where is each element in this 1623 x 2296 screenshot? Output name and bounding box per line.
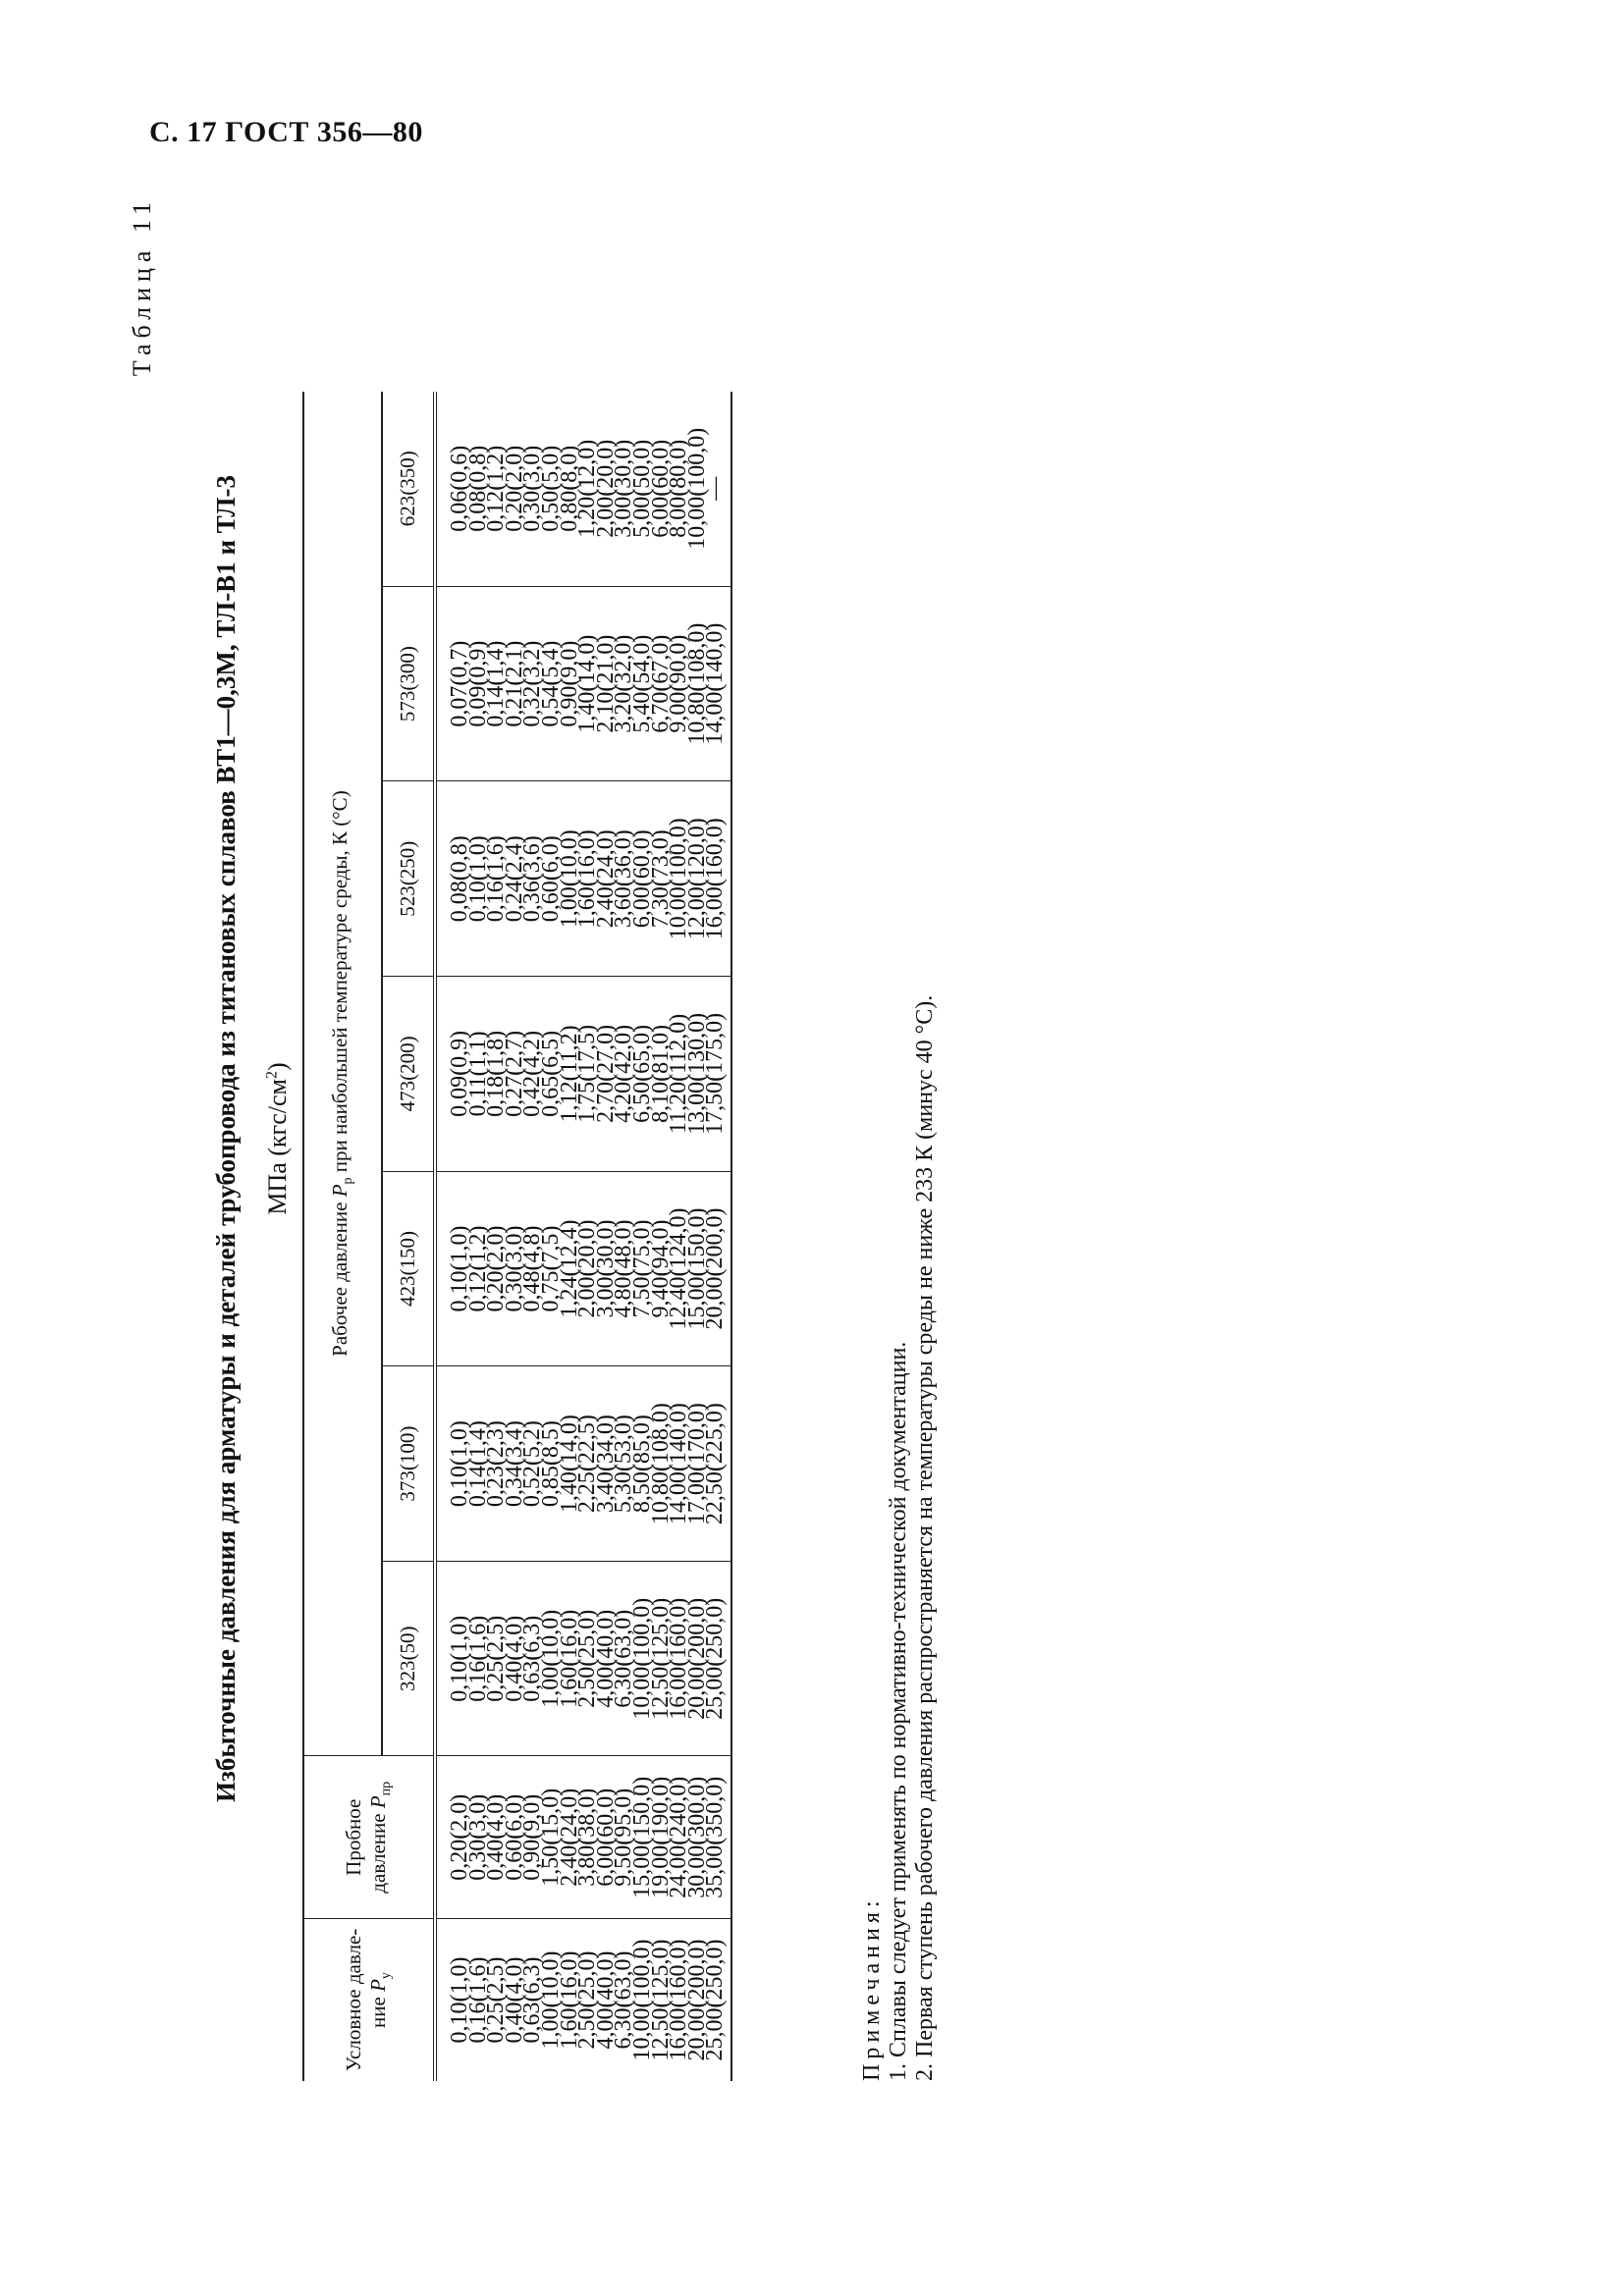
cell-value: 1,00(10,0): [537, 1950, 564, 2050]
cell-value: 15,00(150,0): [683, 1207, 710, 1330]
cell-value: 35,00(350,0): [702, 1776, 729, 1898]
cell-value: 1,12(11,2): [556, 1025, 582, 1123]
cell-value: 0,40(4,0): [483, 1793, 510, 1881]
cell-value: 1,50(15,0): [537, 1788, 564, 1887]
cell-value: 2,40(24,0): [556, 1788, 582, 1887]
cell-value: 10,80(108,0): [683, 622, 710, 745]
cell-value: 0,06(0,6): [447, 445, 472, 532]
column-523: [435, 781, 731, 977]
cell-value: 0,20(2,0): [483, 1225, 510, 1312]
cell-value: 12,00(120,0): [683, 818, 710, 940]
cell-value: 6,30(63,0): [611, 1609, 637, 1708]
cell-value: 0,14(1,4): [483, 640, 510, 727]
cell-value: 20,00(200,0): [702, 1207, 729, 1330]
cell-value: 7,50(75,0): [628, 1219, 655, 1318]
cell-value: 0,10(1,0): [447, 1615, 472, 1702]
table-title: Избыточные давления для арматуры и деталей трубопровода из титановых сплавов ВТ1—0,3М, ТЛ-В1 и ТЛ-3: [211, 474, 241, 1803]
cell-value: 6,50(65,0): [628, 1024, 655, 1123]
cell-value: 2,00(20,0): [592, 439, 619, 538]
cell-value: 0,11(1,1): [464, 1031, 491, 1117]
cell-value: 6,00(60,0): [647, 439, 674, 538]
cell-value: 0,90(9,0): [556, 640, 582, 727]
cell-value: 5,30(53,0): [611, 1415, 637, 1514]
cell-value: 0,36(3,6): [519, 835, 546, 923]
cell-value: 8,10(81,0): [647, 1024, 674, 1123]
cell-value: 19,00(190,0): [647, 1776, 674, 1898]
cell-value: 0,24(2,4): [501, 835, 527, 923]
cell-value: 15,00(150,0): [628, 1776, 655, 1898]
temp-header-373: 373(100): [382, 1366, 435, 1562]
cell-value: 25,00(250,0): [702, 1597, 729, 1720]
cell-value: 10,00(100,0): [628, 1939, 655, 2061]
cell-value: 14,00(140,0): [666, 1403, 692, 1525]
cell-value: 8,00(80,0): [666, 439, 692, 538]
cell-value: 0,75(7,5): [537, 1225, 564, 1312]
cell-value: 0,25(2,5): [483, 1615, 510, 1702]
cell-value: 4,80(48,0): [611, 1219, 637, 1318]
cell-value: —: [702, 476, 729, 501]
temp-header-323: 323(50): [382, 1561, 435, 1756]
cell-value: 30,00(300,0): [683, 1776, 710, 1898]
note-2: 2. Первая ступень рабочего давления распространяется на температуры среды не ниже 233 К (минус 40 °С).: [912, 994, 938, 2081]
cell-value: 0,14(1,4): [464, 1420, 491, 1508]
cell-value: 6,70(67,0): [647, 634, 674, 733]
cell-value: 2,40(24,0): [592, 829, 619, 929]
cell-value: 10,00(100,0): [683, 427, 710, 550]
cell-value: 0,32(3,2): [519, 640, 546, 727]
cell-value: 0,23(2,3): [483, 1420, 510, 1508]
cell-value: 13,00(130,0): [683, 1012, 710, 1135]
cell-value: 6,00(60,0): [592, 1788, 619, 1887]
cell-value: 20,00(200,0): [683, 1597, 710, 1720]
cell-value: 0,08(0,8): [447, 835, 472, 923]
cell-value: 1,24(12,4): [556, 1219, 582, 1318]
cell-value: 9,40(94,0): [647, 1219, 674, 1318]
cell-value: 16,00(160,0): [666, 1597, 692, 1720]
header-working-pressure-group: Рабочее давление $P_р$ при наибольшей температуре среды, К (°С): [303, 392, 382, 1756]
cell-value: 20,00(200,0): [683, 1939, 710, 2061]
cell-value: 0,10(1,0): [447, 1225, 472, 1312]
units-superscript: 2: [263, 1071, 281, 1080]
pressure-table: [302, 196, 732, 2081]
cell-value: 0,10(1,0): [447, 1420, 472, 1508]
units-close: ): [263, 1062, 292, 1072]
cell-value: 0,34(3,4): [501, 1420, 527, 1508]
cell-value: 0,40(4,0): [501, 1615, 527, 1702]
cell-value: 0,07(0,7): [447, 640, 472, 727]
column-test-pressure: [435, 1756, 731, 1919]
cell-value: 25,00(250,0): [702, 1939, 729, 2061]
column-423: [435, 1171, 731, 1366]
cell-value: 0,30(3,0): [464, 1793, 491, 1881]
cell-value: 0,54(5,4): [537, 640, 564, 727]
cell-value: 7,30(73,0): [647, 829, 674, 929]
notes: [859, 995, 939, 2081]
column-373: [435, 1366, 731, 1562]
column-323: [435, 1561, 731, 1756]
cell-value: 0,60(6,0): [501, 1793, 527, 1881]
cell-value: 17,50(175,0): [702, 1012, 729, 1135]
cell-value: 0,18(1,8): [483, 1030, 510, 1117]
cell-value: 0,25(2,5): [483, 1956, 510, 2044]
cell-value: 24,00(240,0): [666, 1776, 692, 1898]
cell-value: 0,08(0,8): [464, 445, 491, 532]
units-base: МПа (кгс/см: [263, 1079, 292, 1215]
temp-header-473: 473(200): [382, 977, 435, 1172]
cell-value: 2,50(25,0): [574, 1609, 601, 1708]
cell-value: 1,75(17,5): [574, 1024, 601, 1123]
rotated-table-block: [128, 196, 1011, 2081]
cell-value: 0,60(6,0): [537, 835, 564, 923]
cell-value: 0,20(2,0): [501, 445, 527, 532]
cell-value: 3,40(34,0): [592, 1415, 619, 1514]
cell-value: 1,20(12,0): [574, 439, 601, 538]
cell-value: 1,40(14,0): [574, 634, 601, 733]
cell-value: 12,50(125,0): [647, 1597, 674, 1720]
cell-value: 0,42(4,2): [519, 1030, 546, 1117]
notes-heading: Примечания:: [859, 1896, 885, 2081]
cell-value: 2,10(21,0): [592, 634, 619, 733]
cell-value: 1,60(16,0): [556, 1609, 582, 1708]
cell-value: 0,48(4,8): [519, 1225, 546, 1312]
cell-value: 3,60(36,0): [611, 829, 637, 929]
cell-value: 0,09(0,9): [447, 1030, 472, 1117]
cell-value: 1,60(16,0): [574, 829, 601, 929]
cell-value: 0,12(1,2): [483, 445, 510, 532]
cell-value: 9,50(95,0): [611, 1788, 637, 1887]
cell-value: 0,30(3,0): [501, 1225, 527, 1312]
cell-value: 4,20(42,0): [611, 1024, 637, 1123]
cell-value: 10,80(108,0): [647, 1403, 674, 1525]
cell-value: 5,40(54,0): [628, 634, 655, 733]
header-nominal-pressure: Условное давле-ние $P_у$: [303, 1919, 435, 2082]
cell-value: 5,00(50,0): [628, 439, 655, 538]
cell-value: 0,10(1,0): [447, 1956, 472, 2044]
cell-value: 6,30(63,0): [611, 1950, 637, 2050]
table-label: Таблица 11: [128, 196, 156, 377]
cell-value: 4,00(40,0): [592, 1950, 619, 2050]
cell-value: 0,65(6,5): [537, 1030, 564, 1117]
cell-value: 16,00(160,0): [666, 1939, 692, 2061]
cell-value: 8,50(85,0): [628, 1415, 655, 1514]
temp-header-623: 623(350): [382, 392, 435, 587]
note-1: 1. Сплавы следует применять по нормативно-технической документации.: [886, 1341, 911, 2081]
cell-value: 3,00(30,0): [611, 439, 637, 538]
column-573: [435, 586, 731, 781]
cell-value: 14,00(140,0): [702, 622, 729, 745]
cell-value: 0,27(2,7): [501, 1030, 527, 1117]
cell-value: 2,00(20,0): [574, 1219, 601, 1318]
cell-value: 3,80(38,0): [574, 1788, 601, 1887]
page-header: С. 17 ГОСТ 356—80: [149, 116, 423, 148]
cell-value: 2,25(22,5): [574, 1415, 601, 1514]
table-units: [263, 196, 293, 2081]
temp-header-523: 523(250): [382, 781, 435, 977]
cell-value: 0,16(1,6): [464, 1615, 491, 1702]
cell-value: 10,00(100,0): [666, 818, 692, 940]
cell-value: 22,50(225,0): [702, 1403, 729, 1525]
cell-value: 12,50(125,0): [647, 1939, 674, 2061]
temp-header-573: 573(300): [382, 586, 435, 781]
cell-value: 17,00(170,0): [683, 1403, 710, 1525]
cell-value: 0,40(4,0): [501, 1956, 527, 2044]
cell-value: 0,85(8,5): [537, 1420, 564, 1508]
cell-value: 0,21(2,1): [501, 640, 527, 727]
cell-value: 0,12(1,2): [464, 1225, 491, 1312]
cell-value: 11,20(112,0): [666, 1013, 692, 1134]
column-nominal-pressure: [435, 1919, 731, 2082]
cell-value: 10,00(100,0): [628, 1597, 655, 1720]
cell-value: 0,80(8,0): [556, 445, 582, 532]
cell-value: 3,20(32,0): [611, 634, 637, 733]
table-row: [435, 196, 731, 2081]
cell-value: 4,00(40,0): [592, 1609, 619, 1708]
cell-value: 1,60(16,0): [556, 1950, 582, 2050]
cell-value: 9,00(90,0): [666, 634, 692, 733]
cell-value: 16,00(160,0): [702, 818, 729, 940]
cell-value: 0,09(0,9): [464, 640, 491, 727]
cell-value: 0,10(1,0): [464, 835, 491, 923]
cell-value: 6,00(60,0): [628, 829, 655, 929]
cell-value: 1,00(10,0): [556, 829, 582, 929]
cell-value: 0,63(6,3): [519, 1615, 546, 1702]
column-473: [435, 977, 731, 1172]
cell-value: 2,70(27,0): [592, 1024, 619, 1123]
column-623: [435, 392, 731, 587]
cell-value: 1,00(10,0): [537, 1609, 564, 1708]
cell-value: 0,16(1,6): [483, 835, 510, 923]
cell-value: 0,50(5,0): [537, 445, 564, 532]
cell-value: 2,50(25,0): [574, 1950, 601, 2050]
cell-value: 1,40(14,0): [556, 1415, 582, 1514]
cell-value: 0,30(3,0): [519, 445, 546, 532]
cell-value: 0,63(6,3): [519, 1956, 546, 2044]
cell-value: 3,00(30,0): [592, 1219, 619, 1318]
header-test-pressure: Пробное давление $P_{пр}$: [303, 1756, 435, 1919]
cell-value: 0,16(1,6): [464, 1956, 491, 2044]
temp-header-423: 423(150): [382, 1171, 435, 1366]
cell-value: 12,40(124,0): [666, 1207, 692, 1330]
cell-value: 0,52(5,2): [519, 1420, 546, 1508]
cell-value: 0,20(2,0): [447, 1793, 472, 1881]
cell-value: 0,90(9,0): [519, 1793, 546, 1881]
